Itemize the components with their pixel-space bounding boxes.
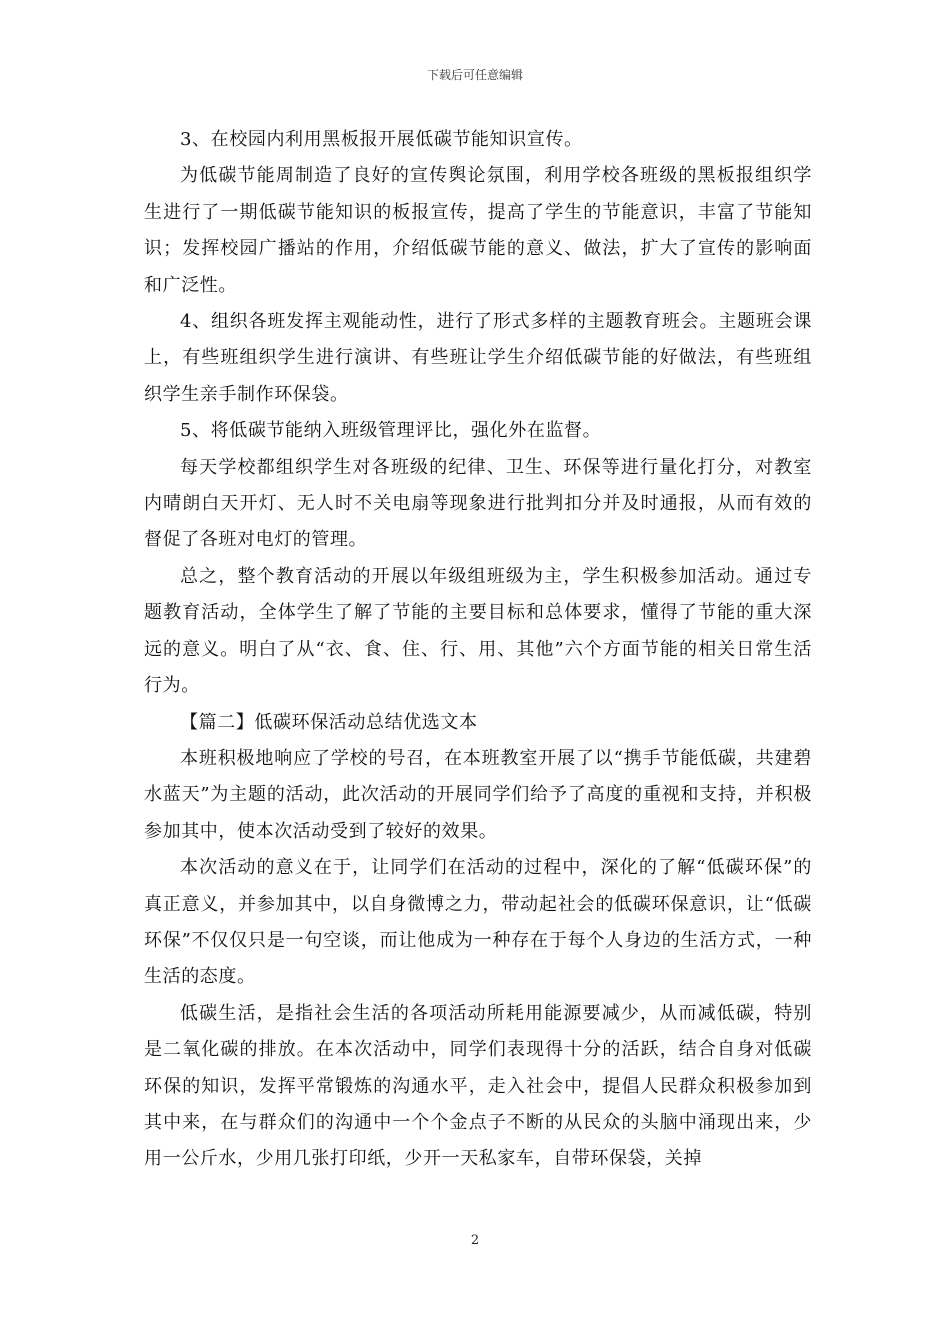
paragraph: 低碳生活，是指社会生活的各项活动所耗用能源要减少，从而减低碳，特别是二氧化碳的排放。在本次活动中，同学们表现得十分的活跃，结合自身对低碳环保的知识，发挥平常锻炼的沟通水平，走入社会中，提倡人民群众积极参加到其中来，在与群众们的沟通中一个个金点子不断的从民众的头脑中涌现出来，少用一公斤水，少用几张打印纸，少开一天私家车，自带环保袋，关掉: [144, 1002, 812, 1170]
page-number: 2: [470, 1233, 480, 1248]
document-body: [144, 122, 812, 1178]
paragraph: 为低碳节能周制造了良好的宣传舆论氛围，利用学校各班级的黑板报组织学生进行了一期低碳节能知识的板报宣传，提高了学生的节能意识，丰富了节能知识；发挥校园广播站的作用，介绍低碳节能的意义、做法，扩大了宣传的影响面和广泛性。: [144, 165, 812, 296]
section-heading: 【篇二】低碳环保活动总结优选文本: [180, 711, 478, 733]
paragraph: 5、将低碳节能纳入班级管理评比，强化外在监督。: [180, 420, 602, 442]
paragraph: 本次活动的意义在于，让同学们在活动的过程中，深化的了解“低碳环保”的真正意义，并参加其中，以自身微博之力，带动起社会的低碳环保意识，让“低碳环保”不仅仅只是一句空谈，而让他成为一种存在于每个人身边的生活方式，一种生活的态度。: [144, 857, 812, 988]
paragraph: 4、组织各班发挥主观能动性，进行了形式多样的主题教育班会。主题班会课上，有些班组织学生进行演讲、有些班让学生介绍低碳节能的好做法，有些班组织学生亲手制作环保袋。: [144, 311, 812, 405]
page-header: 下载后可任意编辑: [426, 68, 523, 82]
paragraph: 总之，整个教育活动的开展以年级组班级为主，学生积极参加活动。通过专题教育活动，全体学生了解了节能的主要目标和总体要求，懂得了节能的重大深远的意义。明白了从“衣、食、住、行、用、其他”六个方面节能的相关日常生活行为。: [144, 565, 812, 697]
paragraph: 本班积极地响应了学校的号召，在本班教室开展了以“携手节能低碳，共建碧水蓝天”为主题的活动，此次活动的开展同学们给予了高度的重视和支持，并积极参加其中，使本次活动受到了较好的效果。: [144, 747, 812, 842]
paragraph: 每天学校都组织学生对各班级的纪律、卫生、环保等进行量化打分，对教室内晴朗白天开灯、无人时不关电扇等现象进行批判扣分并及时通报，从而有效的督促了各班对电灯的管理。: [144, 456, 812, 551]
paragraph: 3、在校园内利用黑板报开展低碳节能知识宣传。: [180, 129, 583, 150]
